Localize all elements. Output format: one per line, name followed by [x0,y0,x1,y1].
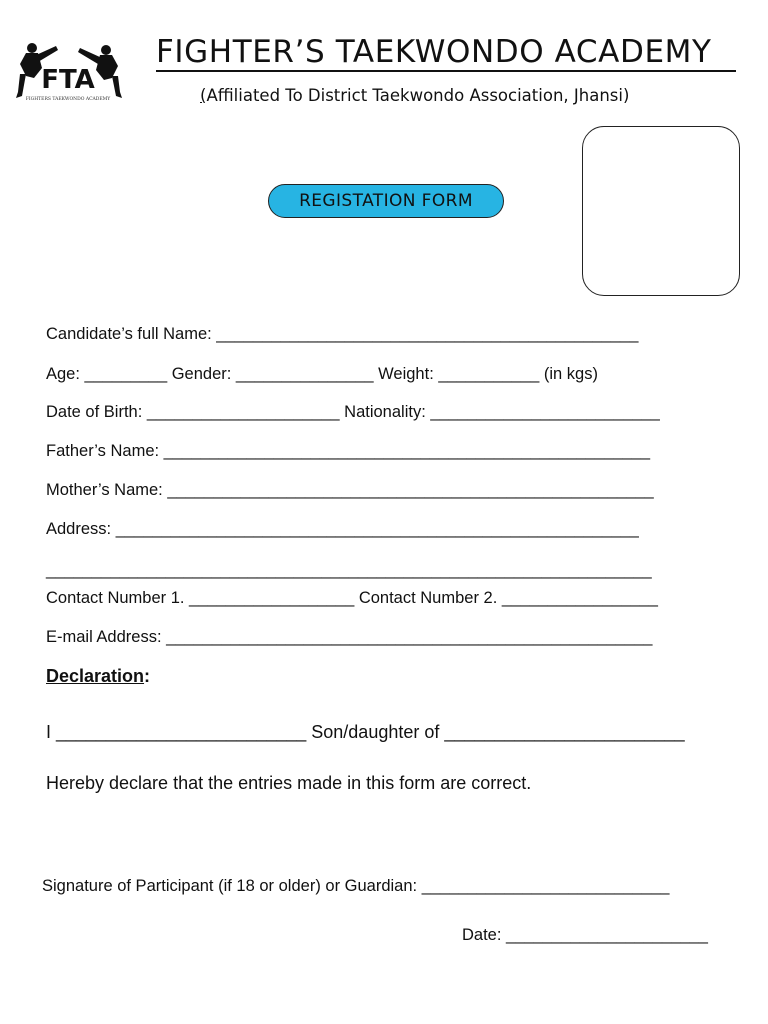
address-line-2-field[interactable]: __________________________________________________________________ [46,561,652,579]
fighter-silhouettes-icon [12,38,124,110]
declaration-name-field[interactable]: I _________________________ Son/daughter of ________________________ [46,722,685,742]
date-field[interactable]: Date: ______________________ [462,926,708,944]
address-field[interactable]: Address: _________________________________________________________ [46,520,639,538]
age-gender-weight-field[interactable]: Age: _________ Gender: _______________ Weight: ___________ (in kgs) [46,365,598,383]
contact-numbers-field[interactable]: Contact Number 1. __________________ Contact Number 2. _________________ [46,589,658,607]
logo-initials: FTA [41,65,95,95]
declaration-heading-colon: : [144,666,151,686]
declaration-statement: Hereby declare that the entries made in this form are correct. [46,773,532,793]
dob-nationality-field[interactable]: Date of Birth: _____________________ Nationality: _________________________ [46,403,660,421]
form-title-badge: REGISTATION FORM [268,184,504,218]
photo-box[interactable] [582,126,740,296]
subtitle-open-paren: ( [200,86,207,105]
email-field[interactable]: E-mail Address: _____________________________________________________ [46,628,653,646]
father-name-field[interactable]: Father’s Name: _____________________________________________________ [46,442,651,460]
academy-logo [12,38,124,110]
declaration-heading [46,666,150,687]
signature-field[interactable]: Signature of Participant (if 18 or older) or Guardian: ___________________________ [42,877,670,895]
full-name-field[interactable]: Candidate’s full Name: ______________________________________________ [46,325,639,343]
logo-caption: FIGHTERS TAEKWONDO ACADEMY [25,97,111,102]
subtitle-text: Affiliated To District Taekwondo Association, Jhansi) [206,86,630,105]
page-subtitle [200,86,629,105]
declaration-heading-text: Declaration [46,666,145,686]
page-title: FIGHTER’S TAEKWONDO ACADEMY [156,34,736,72]
mother-name-field[interactable]: Mother’s Name: _____________________________________________________ [46,481,654,499]
